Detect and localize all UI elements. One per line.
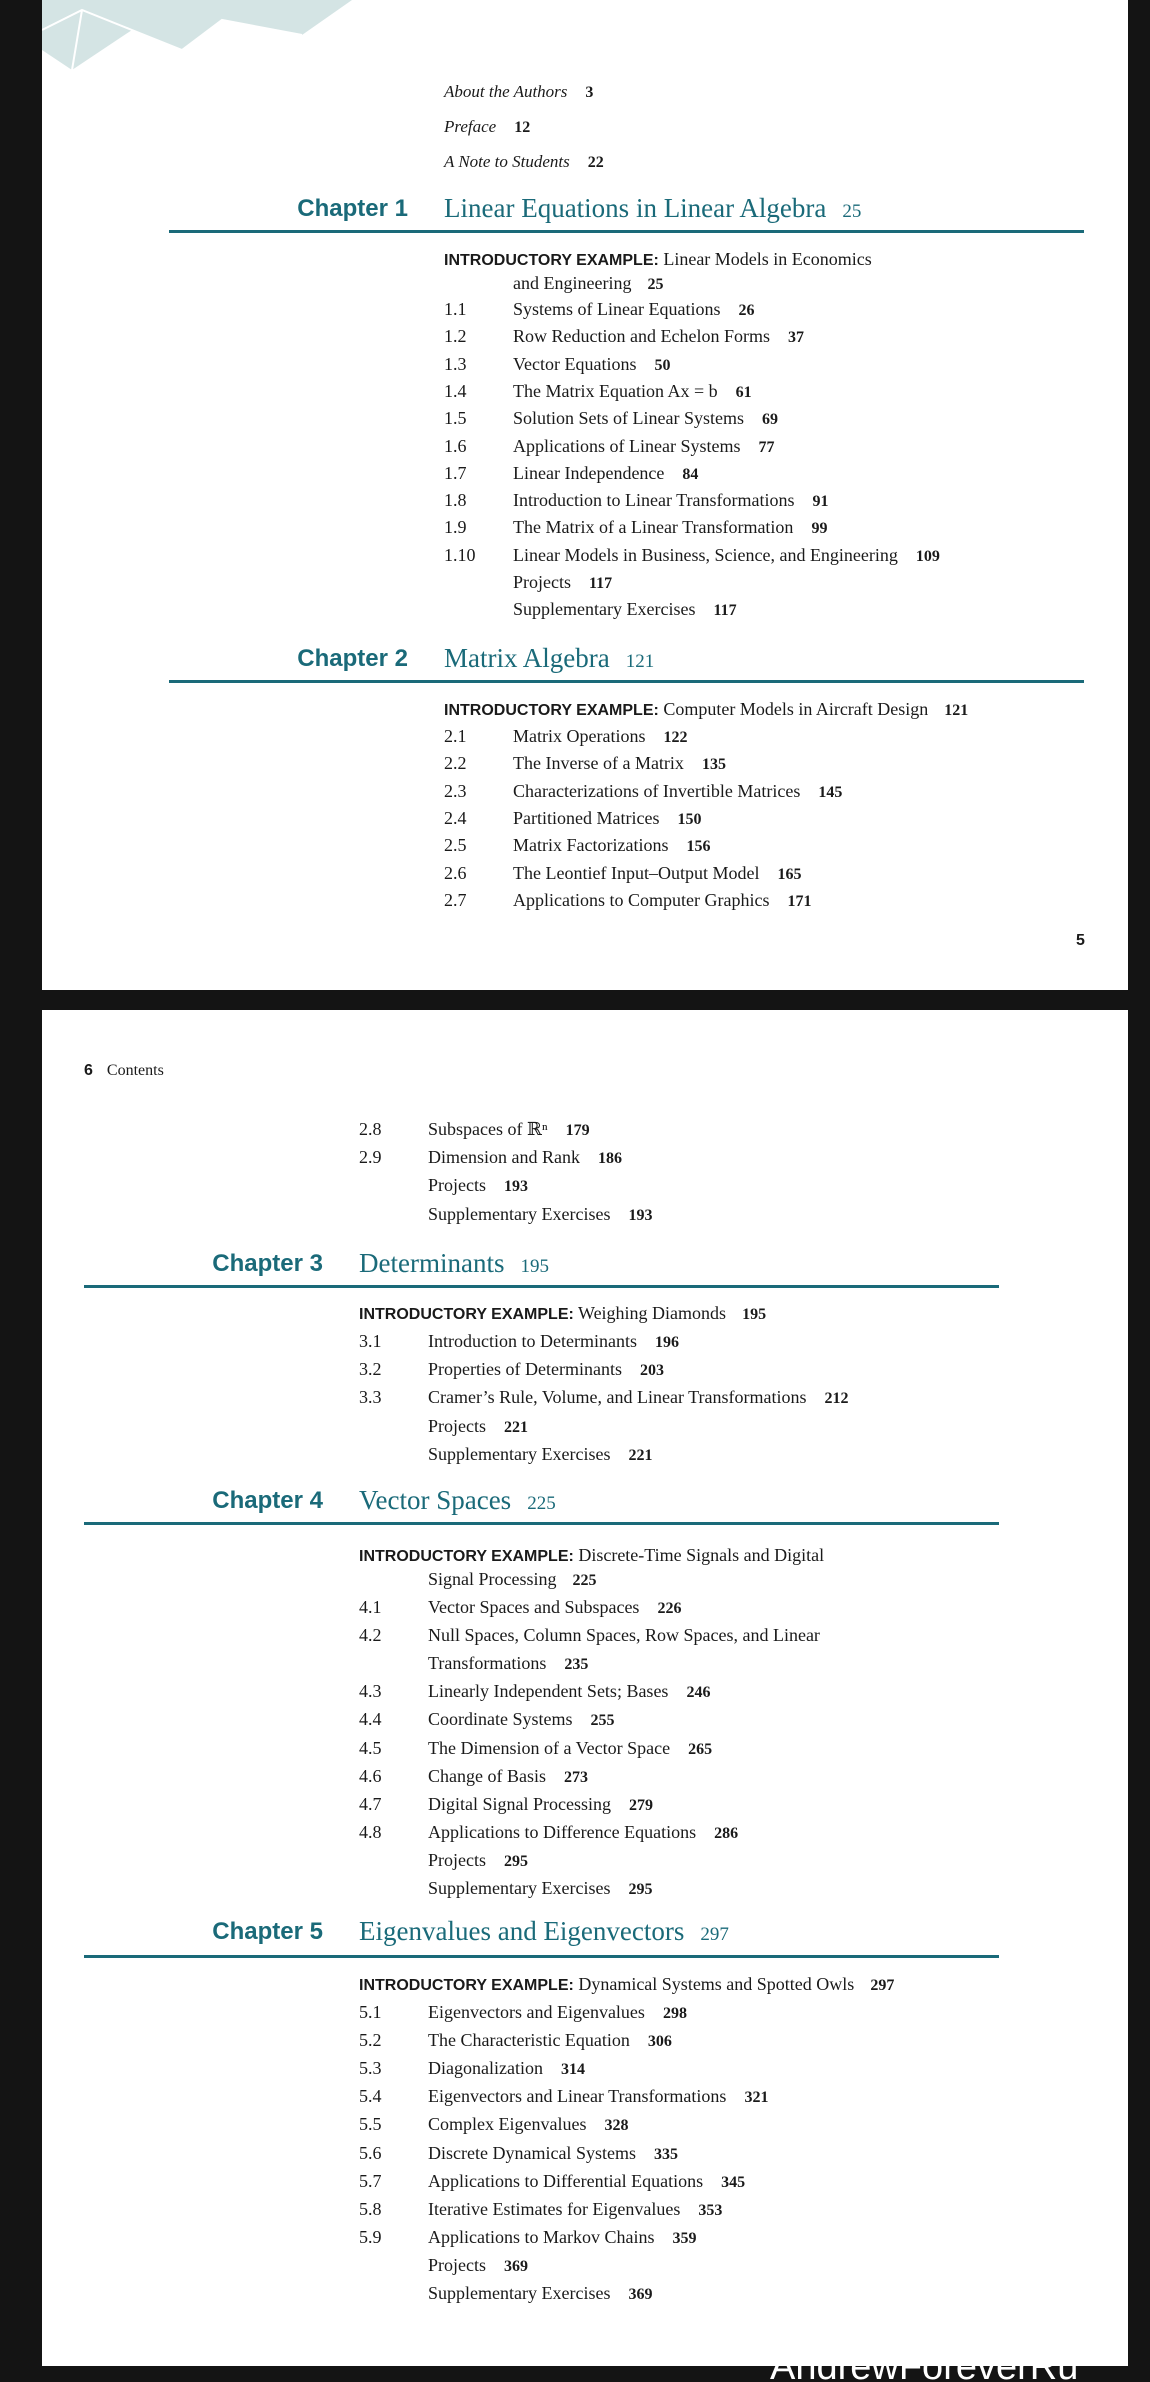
- introductory-example[interactable]: INTRODUCTORY EXAMPLE: Weighing Diamonds 195: [359, 1303, 767, 1323]
- section-page: 353: [698, 2201, 723, 2219]
- toc-section-entry[interactable]: [359, 2057, 1059, 2079]
- section-title: Linearly Independent Sets; Bases 246: [428, 1681, 711, 1702]
- section-title: Applications to Difference Equations 286: [428, 1821, 739, 1842]
- introductory-example[interactable]: INTRODUCTORY EXAMPLE: Linear Models in Economics and Engineering 25: [444, 249, 872, 293]
- toc-section-entry[interactable]: [444, 380, 1128, 402]
- toc-section-entry[interactable]: [359, 1680, 1059, 1702]
- section-number: 4.8: [359, 1821, 382, 1842]
- toc-section-entry[interactable]: [359, 1708, 1059, 1730]
- section-number: 4.6: [359, 1765, 382, 1786]
- section-page: 246: [686, 1684, 711, 1702]
- section-page: 221: [628, 1446, 653, 1464]
- section-page: 255: [590, 1712, 615, 1730]
- section-title: Supplementary Exercises 221: [428, 1443, 653, 1464]
- section-title: Applications to Computer Graphics 171: [513, 889, 812, 910]
- toc-section-entry[interactable]: [444, 889, 1128, 911]
- toc-section-entry[interactable]: [444, 807, 1128, 829]
- section-title: Matrix Operations 122: [513, 726, 688, 746]
- section-title: Dimension and Rank 186: [428, 1147, 622, 1168]
- section-number: 5.8: [359, 2198, 382, 2219]
- front-matter-item[interactable]: A Note to Students 22: [444, 152, 604, 171]
- section-page: 145: [818, 783, 843, 801]
- section-title: Eigenvectors and Eigenvalues 298: [428, 2002, 687, 2022]
- section-number: 5.7: [359, 2170, 382, 2191]
- section-title: Systems of Linear Equations 26: [513, 299, 755, 319]
- toc-section-entry[interactable]: [359, 1386, 1059, 1408]
- toc-section-entry[interactable]: [359, 1624, 1059, 1674]
- toc-section-entry[interactable]: [444, 325, 1128, 347]
- section-title: Projects 117: [513, 572, 613, 592]
- toc-section-entry[interactable]: [359, 2170, 1059, 2192]
- watermark-text: AndrewForeverRu: [770, 2346, 1079, 2382]
- section-number: 1.10: [444, 544, 476, 565]
- section-number: 1.9: [444, 517, 467, 538]
- toc-section-entry[interactable]: [444, 571, 1128, 593]
- section-page: 203: [639, 1362, 664, 1380]
- section-title: Projects 193: [428, 1175, 528, 1196]
- toc-section-entry[interactable]: [444, 298, 1128, 320]
- toc-section-entry[interactable]: [359, 2001, 1059, 2023]
- chapter-label: Chapter 4: [212, 1487, 323, 1514]
- section-title: Applications to Differential Equations 345: [428, 2170, 746, 2191]
- toc-section-entry[interactable]: [359, 1415, 1059, 1437]
- section-title: Supplementary Exercises 193: [428, 1203, 653, 1224]
- section-page: 265: [688, 1740, 713, 1758]
- section-page: 221: [504, 1418, 528, 1436]
- chapter-rule: [169, 230, 1084, 233]
- section-page: 91: [812, 493, 829, 511]
- section-number: 3.3: [359, 1387, 382, 1408]
- section-page: 321: [744, 2089, 769, 2107]
- chapter-title[interactable]: Eigenvalues and Eigenvectors 297: [359, 1916, 729, 1946]
- section-title: Digital Signal Processing 279: [428, 1793, 653, 1814]
- toc-section-entry[interactable]: [444, 353, 1128, 375]
- section-page: 50: [654, 356, 671, 374]
- section-page: 61: [735, 383, 752, 401]
- toc-section-entry[interactable]: [359, 1849, 1059, 1871]
- front-matter-item[interactable]: Preface 12: [444, 117, 531, 136]
- section-title: Characterizations of Invertible Matrices 145: [513, 780, 843, 801]
- section-title: Discrete Dynamical Systems 335: [428, 2142, 678, 2163]
- section-number: 1.8: [444, 490, 467, 511]
- section-number: 1.4: [444, 380, 467, 401]
- section-page: 122: [663, 729, 688, 746]
- toc-section-entry[interactable]: [359, 2198, 1059, 2220]
- chapter-rule: [84, 1955, 999, 1958]
- section-title: Coordinate Systems 255: [428, 1709, 615, 1730]
- section-title: Projects 295: [428, 1849, 528, 1870]
- section-page: 359: [672, 2229, 697, 2247]
- section-number: 4.5: [359, 1737, 382, 1758]
- chapter-title[interactable]: Vector Spaces 225: [359, 1485, 556, 1515]
- section-page: 369: [628, 2286, 653, 2303]
- toc-section-entry[interactable]: [444, 862, 1128, 884]
- section-page: 99: [811, 520, 828, 538]
- section-title: Subspaces of ℝⁿ 179: [428, 1119, 590, 1139]
- section-number: 5.9: [359, 2226, 382, 2247]
- toc-section-entry[interactable]: [444, 752, 1128, 774]
- toc-section-entry[interactable]: [444, 834, 1128, 856]
- section-page: 193: [628, 1206, 653, 1224]
- section-number: 2.7: [444, 889, 467, 910]
- chapter-rule: [84, 1285, 999, 1288]
- chapter-rule: [169, 680, 1084, 683]
- toc-section-entry[interactable]: [359, 2254, 1059, 2276]
- section-number: 2.9: [359, 1147, 382, 1168]
- section-page: 328: [604, 2117, 629, 2135]
- section-title: Cramer’s Rule, Volume, and Linear Transformations 212: [428, 1387, 849, 1408]
- section-page: 235: [564, 1656, 589, 1674]
- section-number: 2.1: [444, 726, 467, 746]
- section-page: 196: [654, 1334, 679, 1351]
- section-title: Iterative Estimates for Eigenvalues 353: [428, 2198, 723, 2219]
- toc-section-entry[interactable]: [359, 2113, 1059, 2135]
- toc-section-entry[interactable]: [444, 725, 1128, 747]
- section-title: Eigenvectors and Linear Transformations 321: [428, 2086, 769, 2107]
- toc-section-entry[interactable]: [444, 544, 1128, 566]
- toc-section-entry[interactable]: [444, 407, 1128, 429]
- section-page: 77: [758, 438, 775, 456]
- section-number: 2.2: [444, 753, 467, 774]
- introductory-example[interactable]: INTRODUCTORY EXAMPLE: Discrete-Time Signals and Digital Signal Processing 225: [359, 1545, 825, 1589]
- section-title: Null Spaces, Column Spaces, Row Spaces, and Linear: [428, 1625, 820, 1646]
- section-title: Applications of Linear Systems 77: [513, 435, 775, 456]
- section-page: 171: [787, 892, 812, 910]
- section-number: 2.6: [444, 862, 467, 883]
- section-page: 84: [682, 465, 699, 483]
- section-number: 4.3: [359, 1681, 382, 1702]
- toc-section-entry[interactable]: [359, 2282, 1059, 2304]
- section-number: 2.5: [444, 835, 467, 856]
- toc-section-entry[interactable]: [359, 1821, 1059, 1843]
- chapter-label: Chapter 5: [212, 1918, 323, 1945]
- section-title: Linear Models in Business, Science, and Engineering 109: [513, 544, 940, 565]
- section-page: 295: [628, 1881, 653, 1898]
- section-page: 273: [563, 1768, 588, 1786]
- section-number: 4.7: [359, 1793, 382, 1814]
- section-number: 5.4: [359, 2086, 382, 2107]
- section-title: Solution Sets of Linear Systems 69: [513, 408, 778, 429]
- section-page: 226: [657, 1600, 682, 1617]
- section-page: 295: [504, 1852, 528, 1870]
- section-title: Vector Spaces and Subspaces 226: [428, 1597, 682, 1617]
- section-number: 1.5: [444, 408, 467, 429]
- section-number: 5.1: [359, 2002, 382, 2022]
- section-page: 314: [560, 2061, 585, 2079]
- section-title-continued: Transformations 235: [428, 1653, 589, 1674]
- chapter-label: Chapter 2: [297, 645, 408, 672]
- section-number: 4.1: [359, 1597, 382, 1617]
- section-number: 1.1: [444, 299, 467, 319]
- section-title: Introduction to Linear Transformations 91: [513, 490, 829, 511]
- section-title: Applications to Markov Chains 359: [428, 2226, 697, 2247]
- section-page: 37: [787, 329, 804, 347]
- section-number: 1.6: [444, 435, 467, 456]
- toc-section-entry[interactable]: [359, 1765, 1059, 1787]
- section-page: 212: [824, 1390, 849, 1408]
- front-matter-item[interactable]: About the Authors 3: [444, 82, 594, 101]
- section-number: 4.4: [359, 1709, 382, 1730]
- section-page: 156: [686, 838, 711, 856]
- section-page: 193: [504, 1178, 528, 1196]
- toc-section-entry[interactable]: [359, 2142, 1059, 2164]
- section-title: The Inverse of a Matrix 135: [513, 753, 726, 774]
- section-number: 2.3: [444, 780, 467, 801]
- section-number: 3.2: [359, 1359, 382, 1380]
- section-title: Projects 221: [428, 1415, 528, 1436]
- section-title: Vector Equations 50: [513, 353, 671, 374]
- section-page: 69: [762, 411, 778, 429]
- section-title: Complex Eigenvalues 328: [428, 2114, 629, 2135]
- section-title: The Matrix of a Linear Transformation 99: [513, 517, 828, 538]
- contents-page-5: [42, 0, 1128, 990]
- section-title: Supplementary Exercises 369: [428, 2283, 653, 2303]
- section-number: 1.7: [444, 462, 467, 483]
- section-number: 5.5: [359, 2114, 382, 2135]
- section-page: 135: [701, 756, 726, 774]
- toc-section-entry[interactable]: [359, 1146, 1059, 1168]
- section-title: Matrix Factorizations 156: [513, 835, 711, 856]
- section-page: 117: [589, 575, 613, 592]
- toc-section-entry[interactable]: [359, 2085, 1059, 2107]
- toc-section-entry[interactable]: [359, 1174, 1059, 1196]
- introductory-example[interactable]: INTRODUCTORY EXAMPLE: Dynamical Systems and Spotted Owls 297: [359, 1974, 895, 1994]
- section-title: Linear Independence 84: [513, 462, 699, 483]
- toc-section-entry[interactable]: [359, 1203, 1059, 1225]
- section-title: The Characteristic Equation 306: [428, 2030, 672, 2051]
- section-number: 2.8: [359, 1119, 382, 1139]
- section-number: 1.2: [444, 326, 467, 347]
- section-page: 26: [738, 302, 755, 319]
- toc-section-entry[interactable]: [359, 1877, 1059, 1899]
- section-page: 286: [714, 1824, 739, 1842]
- decorative-corner-graphic: [42, 0, 362, 75]
- toc-section-entry[interactable]: [359, 2226, 1059, 2248]
- section-title: Supplementary Exercises 295: [428, 1878, 653, 1898]
- section-title: Introduction to Determinants 196: [428, 1331, 679, 1351]
- section-page: 279: [629, 1796, 653, 1814]
- section-page: 369: [504, 2257, 528, 2275]
- section-title: The Leontief Input–Output Model 165: [513, 862, 802, 883]
- toc-section-entry[interactable]: [444, 598, 1128, 620]
- section-page: 150: [677, 810, 702, 828]
- section-title: Change of Basis 273: [428, 1765, 588, 1786]
- section-page: 345: [721, 2173, 746, 2191]
- section-page: 306: [647, 2033, 672, 2051]
- section-number: 5.6: [359, 2142, 382, 2163]
- toc-section-entry[interactable]: [359, 1118, 1059, 1140]
- toc-section-entry[interactable]: [359, 2029, 1059, 2051]
- chapter-label: Chapter 3: [212, 1250, 323, 1277]
- section-title: Diagonalization 314: [428, 2058, 585, 2079]
- section-number: 5.2: [359, 2030, 382, 2051]
- toc-section-entry[interactable]: [359, 1737, 1059, 1759]
- toc-section-entry[interactable]: [359, 1596, 1059, 1618]
- toc-section-entry[interactable]: [444, 516, 1128, 538]
- toc-section-entry[interactable]: [359, 1443, 1059, 1465]
- section-page: 298: [662, 2005, 687, 2022]
- section-page: 109: [915, 547, 940, 565]
- section-page: 179: [565, 1122, 590, 1139]
- section-number: 2.4: [444, 807, 467, 828]
- toc-section-entry[interactable]: [444, 435, 1128, 457]
- toc-section-entry[interactable]: [359, 1793, 1059, 1815]
- chapter-title[interactable]: Linear Equations in Linear Algebra 25: [444, 193, 862, 223]
- section-page: 165: [777, 865, 802, 883]
- toc-section-entry[interactable]: [359, 1330, 1059, 1352]
- introductory-example[interactable]: INTRODUCTORY EXAMPLE: Computer Models in Aircraft Design 121: [444, 699, 969, 719]
- section-title: The Dimension of a Vector Space 265: [428, 1737, 713, 1758]
- section-title: The Matrix Equation Ax = b 61: [513, 380, 752, 401]
- section-number: 4.2: [359, 1625, 382, 1646]
- section-page: 186: [597, 1150, 622, 1168]
- page-number: 5: [1076, 932, 1085, 949]
- running-head: 6 Contents: [84, 1062, 164, 1079]
- section-title: Partitioned Matrices 150: [513, 807, 702, 828]
- section-title: Supplementary Exercises 117: [513, 599, 737, 620]
- chapter-title[interactable]: Determinants 195: [359, 1248, 549, 1278]
- section-number: 3.1: [359, 1331, 382, 1351]
- toc-section-entry[interactable]: [359, 1358, 1059, 1380]
- chapter-rule: [84, 1522, 999, 1525]
- section-page: 335: [653, 2145, 678, 2163]
- toc-section-entry[interactable]: [444, 489, 1128, 511]
- toc-section-entry[interactable]: [444, 462, 1128, 484]
- section-title: Projects 369: [428, 2254, 528, 2275]
- chapter-label: Chapter 1: [297, 195, 408, 222]
- section-title: Properties of Determinants 203: [428, 1359, 664, 1380]
- section-number: 1.3: [444, 353, 467, 374]
- contents-page-6: [42, 1010, 1128, 2366]
- section-page: 117: [713, 602, 737, 620]
- toc-section-entry[interactable]: [444, 780, 1128, 802]
- section-title: Row Reduction and Echelon Forms 37: [513, 326, 804, 347]
- section-number: 5.3: [359, 2058, 382, 2079]
- chapter-title[interactable]: Matrix Algebra 121: [444, 643, 655, 673]
